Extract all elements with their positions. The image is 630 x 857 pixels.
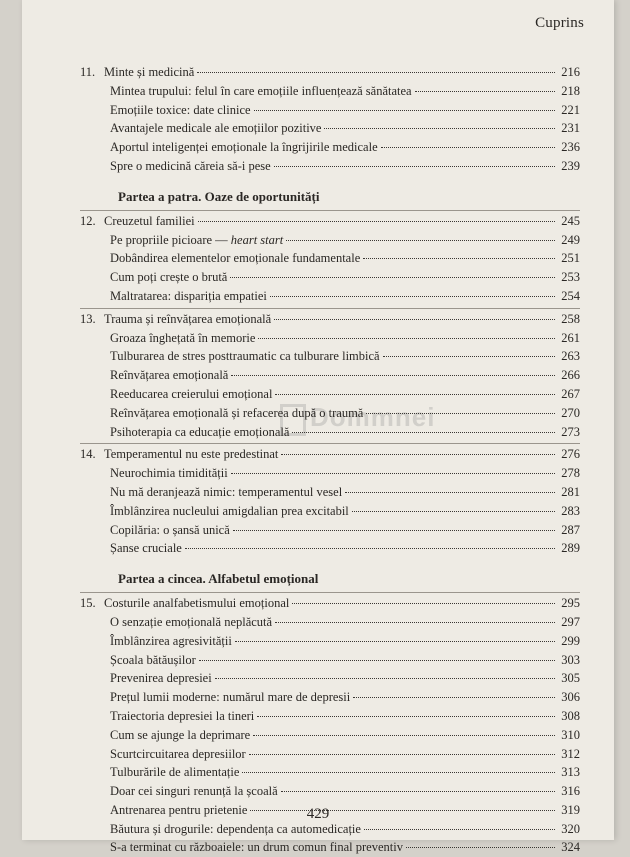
- toc-subentry[interactable]: [80, 101, 580, 120]
- entry-title: Prețul lumii moderne: numărul mare de depresii: [110, 690, 351, 705]
- toc-subentry[interactable]: [80, 707, 580, 726]
- dot-leader: [274, 165, 555, 167]
- entry-title: Mintea trupului: felul în care emoțiile influențează sănătatea: [110, 83, 412, 98]
- dot-leader: [257, 715, 555, 717]
- toc-chapter-entry[interactable]: [80, 443, 580, 464]
- toc-subentry[interactable]: [80, 119, 580, 138]
- part-heading: Partea a patra. Oaze de oportunități: [118, 188, 320, 204]
- entry-title: Reeducarea creierului emoțional: [110, 386, 273, 401]
- dot-leader: [215, 677, 555, 679]
- entry-page-number: 221: [561, 102, 580, 117]
- toc-chapter-entry[interactable]: [80, 592, 580, 613]
- entry-page-number: 313: [561, 765, 580, 780]
- dot-leader: [281, 453, 555, 455]
- table-of-contents: [80, 60, 580, 857]
- entry-page-number: 320: [561, 821, 580, 836]
- toc-subentry[interactable]: [80, 347, 580, 366]
- toc-subentry[interactable]: [80, 231, 580, 250]
- watermark-text: Dommnei: [310, 402, 436, 432]
- dot-leader: [231, 472, 555, 474]
- toc-subentry[interactable]: [80, 138, 580, 157]
- toc-subentry[interactable]: [80, 404, 580, 423]
- chapter-number: 15.: [80, 596, 96, 611]
- dot-leader: [353, 696, 555, 698]
- entry-title: Spre o medicină căreia să-i pese: [110, 158, 271, 173]
- dot-leader: [249, 753, 555, 755]
- entry-title: Scurtcircuitarea depresiilor: [110, 746, 246, 761]
- dot-leader: [197, 71, 555, 73]
- toc-subentry[interactable]: [80, 782, 580, 801]
- entry-title: Pe propriile picioare — heart start: [110, 232, 284, 247]
- entry-page-number: 305: [561, 671, 580, 686]
- dot-leader: [253, 734, 555, 736]
- toc-subentry[interactable]: [80, 329, 580, 348]
- entry-page-number: 319: [561, 802, 580, 817]
- entry-title: Creuzetul familiei: [104, 213, 195, 228]
- toc-subentry[interactable]: [80, 82, 580, 101]
- dot-leader: [199, 659, 555, 661]
- toc-subentry[interactable]: [80, 688, 580, 707]
- entry-title: Reînvățarea emoțională și refacerea după o traumă: [110, 405, 364, 420]
- dot-leader: [233, 529, 555, 531]
- dot-leader: [258, 337, 555, 339]
- entry-page-number: 308: [561, 708, 580, 723]
- entry-title: Dobândirea elementelor emoționale fundamentale: [110, 251, 361, 266]
- toc-subentry[interactable]: [80, 502, 580, 521]
- entry-page-number: 324: [561, 840, 580, 855]
- dot-leader: [381, 146, 555, 148]
- entry-page-number: 218: [561, 83, 580, 98]
- entry-page-number: 236: [561, 140, 580, 155]
- entry-title: Tulburarea de stres posttraumatic ca tulburare limbică: [110, 349, 380, 364]
- entry-title: Doar cei singuri renunță la școală: [110, 784, 278, 799]
- toc-subentry[interactable]: [80, 287, 580, 306]
- dot-leader: [415, 90, 555, 92]
- entry-title: Reînvățarea emoțională: [110, 368, 229, 383]
- entry-title: Costurile analfabetismului emoțional: [104, 596, 290, 611]
- toc-chapter-entry[interactable]: [80, 308, 580, 329]
- toc-subentry[interactable]: [80, 464, 580, 483]
- chapter-number: 11.: [80, 65, 96, 79]
- entry-page-number: 270: [561, 405, 580, 420]
- entry-title: Groaza înghețată în memorie: [110, 330, 256, 345]
- entry-page-number: 297: [561, 614, 580, 629]
- toc-subentry[interactable]: [80, 651, 580, 670]
- dot-leader: [292, 602, 555, 604]
- entry-title: Nu mă deranjează nimic: temperamentul vesel: [110, 484, 343, 499]
- toc-subentry[interactable]: [80, 838, 580, 857]
- dot-leader: [185, 547, 555, 549]
- entry-page-number: 278: [561, 466, 580, 481]
- entry-page-number: 287: [561, 522, 580, 537]
- toc-subentry[interactable]: [80, 669, 580, 688]
- chapter-number: 14.: [80, 447, 96, 462]
- entry-page-number: 299: [561, 633, 580, 648]
- entry-title: Traiectoria depresiei la tineri: [110, 708, 255, 723]
- dot-leader: [274, 318, 555, 320]
- dot-leader: [352, 510, 555, 512]
- entry-page-number: 289: [561, 541, 580, 556]
- part-heading: Partea a cincea. Alfabetul emoțional: [118, 571, 319, 587]
- entry-page-number: 281: [561, 484, 580, 499]
- entry-title: Minte și medicină: [104, 65, 195, 79]
- entry-page-number: 231: [561, 121, 580, 136]
- dot-leader: [198, 220, 555, 222]
- entry-page-number: 276: [561, 447, 580, 462]
- dot-leader: [242, 771, 555, 773]
- toc-subentry[interactable]: [80, 763, 580, 782]
- entry-title: Cum se ajunge la deprimare: [110, 727, 251, 742]
- toc-subentry[interactable]: [80, 726, 580, 745]
- book-page: [22, 0, 614, 855]
- toc-subentry[interactable]: [80, 249, 580, 268]
- dot-leader: [254, 109, 555, 111]
- entry-title: Emoțiile toxice: date clinice: [110, 102, 251, 117]
- dot-leader: [230, 276, 555, 278]
- entry-title: Îmblânzirea nucleului amigdalian prea excitabil: [110, 503, 349, 518]
- dot-leader: [231, 374, 555, 376]
- entry-page-number: 251: [561, 251, 580, 266]
- toc-subentry[interactable]: [80, 521, 580, 540]
- dot-leader: [235, 640, 555, 642]
- dot-leader: [324, 127, 555, 129]
- toc-chapter-entry[interactable]: [80, 62, 580, 82]
- entry-page-number: 273: [561, 424, 580, 439]
- entry-page-number: 258: [561, 311, 580, 326]
- toc-subentry[interactable]: [80, 539, 580, 558]
- entry-title: Psihoterapia ca educație emoțională: [110, 424, 290, 439]
- entry-title: Avantajele medicale ale emoțiilor pozitive: [110, 121, 322, 136]
- entry-page-number: 266: [561, 368, 580, 383]
- dot-leader: [383, 355, 555, 357]
- entry-title: Îmblânzirea agresivității: [110, 633, 232, 648]
- entry-title: Trauma și reînvățarea emoțională: [104, 311, 272, 326]
- toc-chapter-entry[interactable]: [80, 210, 580, 231]
- dot-leader: [286, 239, 555, 241]
- toc-subentry[interactable]: [80, 632, 580, 651]
- entry-title: Tulburările de alimentație: [110, 765, 240, 780]
- entry-page-number: 261: [561, 330, 580, 345]
- entry-title: Antrenarea pentru prietenie: [110, 802, 248, 817]
- dot-leader: [281, 790, 555, 792]
- entry-title: Aportul inteligenței emoționale la îngrijirile medicale: [110, 140, 378, 155]
- running-header: Cuprins: [535, 15, 584, 31]
- entry-page-number: 216: [561, 65, 580, 79]
- entry-title: Școala bătăușilor: [110, 652, 196, 667]
- entry-title: S-a terminat cu războaiele: un drum comun final preventiv: [110, 840, 403, 855]
- dot-leader: [363, 257, 555, 259]
- chapter-number: 13.: [80, 311, 96, 326]
- dot-leader: [364, 828, 555, 830]
- dot-leader: [406, 846, 555, 848]
- toc-subentry[interactable]: [80, 366, 580, 385]
- dot-leader: [366, 412, 555, 414]
- entry-title: Temperamentul nu este predestinat: [104, 447, 279, 462]
- entry-page-number: 312: [561, 746, 580, 761]
- entry-page-number: 310: [561, 727, 580, 742]
- toc-subentry[interactable]: [80, 745, 580, 764]
- dot-leader: [275, 393, 555, 395]
- entry-page-number: 303: [561, 652, 580, 667]
- entry-page-number: 254: [561, 288, 580, 303]
- entry-title: Copilăria: o șansă unică: [110, 522, 230, 537]
- dot-leader: [275, 621, 555, 623]
- entry-page-number: 245: [561, 213, 580, 228]
- toc-subentry[interactable]: [80, 613, 580, 632]
- toc-subentry[interactable]: [80, 483, 580, 502]
- entry-title: Maltratarea: dispariția empatiei: [110, 288, 267, 303]
- entry-title: Prevenirea depresiei: [110, 671, 212, 686]
- dot-leader: [292, 431, 555, 433]
- toc-subentry[interactable]: [80, 385, 580, 404]
- entry-page-number: 267: [561, 386, 580, 401]
- entry-page-number: 283: [561, 503, 580, 518]
- entry-title: Cum poți crește o brută: [110, 270, 228, 285]
- entry-page-number: 253: [561, 270, 580, 285]
- toc-subentry[interactable]: [80, 423, 580, 442]
- entry-page-number: 263: [561, 349, 580, 364]
- chapter-number: 12.: [80, 213, 96, 228]
- toc-subentry[interactable]: [80, 268, 580, 287]
- entry-title: Băutura și drogurile: dependența ca automedicație: [110, 821, 361, 836]
- entry-page-number: 249: [561, 232, 580, 247]
- entry-title: Neurochimia timidității: [110, 466, 228, 481]
- page-number: 429: [306, 806, 330, 822]
- entry-page-number: 295: [561, 596, 580, 611]
- dot-leader: [345, 491, 555, 493]
- entry-title: O senzație emoțională neplăcută: [110, 614, 273, 629]
- entry-page-number: 239: [561, 158, 580, 173]
- dot-leader: [270, 295, 555, 297]
- entry-title: Șanse cruciale: [110, 541, 182, 556]
- toc-subentry[interactable]: [80, 157, 580, 176]
- entry-page-number: 306: [561, 690, 580, 705]
- entry-page-number: 316: [561, 784, 580, 799]
